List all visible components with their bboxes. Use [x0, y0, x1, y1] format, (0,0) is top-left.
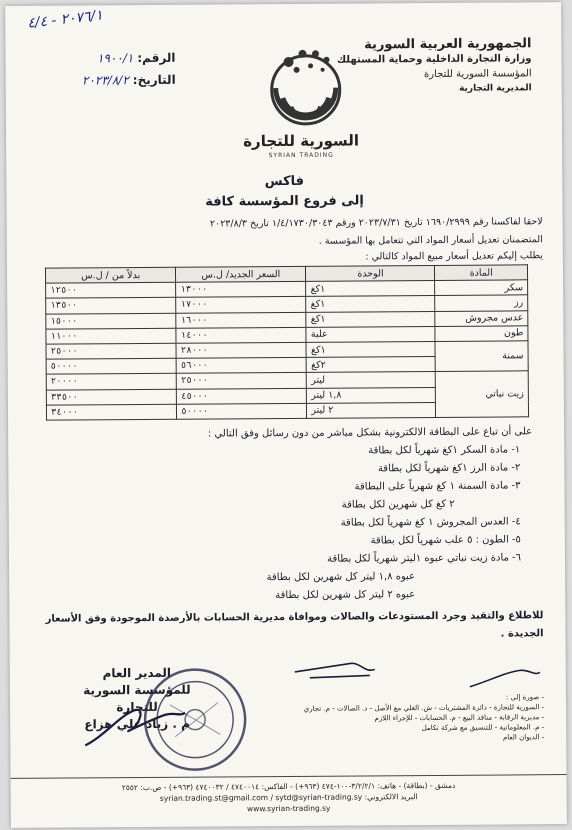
- cell-unit: ٢كغ: [307, 357, 436, 373]
- cell-allowance: ١٥٠٠٠: [46, 313, 176, 329]
- directorate-name: المديرية التجارية: [459, 83, 532, 94]
- distribution-item: ٦- مادة زيت نباتي عبوه ١ليتر شهرياً لكل بطاقة: [327, 552, 522, 565]
- number-label: الرقم:: [137, 50, 176, 66]
- cell-allowance: ٢٠٠٠٠: [46, 374, 176, 390]
- cell-unit: ١كغ: [306, 341, 435, 357]
- intro-line-3: يطلب إليكم تعديل أسعار مبيع المواد كالتالي :: [365, 250, 543, 263]
- number-value: ١٩٠٠/١: [97, 51, 134, 66]
- cell-allowance: ٢٥٠٠٠: [46, 343, 176, 359]
- cell-new-price: ٥٦٠٠٠: [176, 357, 306, 373]
- intro-line-2: المتضمنان تعديل أسعار المواد التي تتعامل بها المؤسسة .: [318, 234, 543, 247]
- fax-document: [5, 2, 567, 828]
- cell-unit: ٢ ليتر: [307, 402, 436, 418]
- cell-unit: ١كغ: [306, 281, 435, 297]
- header-new-price: السعر الجديد/ ل.س: [176, 266, 306, 282]
- date-value: ٢٠٢٣/٨/٢: [81, 73, 129, 88]
- distribution-item: عبوه ٢ ليتر كل شهرين لكل بطاقة: [275, 589, 416, 602]
- cc-heading: - صورة إلى :: [505, 693, 545, 702]
- cell-material: طون: [435, 326, 528, 342]
- cell-unit: علبة: [306, 326, 435, 342]
- footer-address: دمشق - (بطاقة) - هاتف: ٣/٢/٢/١-١٠٠-٤٧٤ (٩٦٣+) - الفاكس: ٤٧٤٠٠١٤ / ٤٧٤٠٠٣٢ (٩٦٣+) - ص.ب: ٢٥٥٢: [121, 780, 456, 793]
- date-label: التاريخ:: [132, 72, 176, 88]
- closing-line-1: للاطلاع والتقيد وجرد المستودعات والصالات وموافاة مديرية الحسابات بالأرصدة الموجودة وفق الأسعار: [45, 610, 544, 625]
- cell-new-price: ١٧٠٠٠: [176, 297, 306, 313]
- table-row: [46, 341, 528, 360]
- contact-footer: [11, 774, 567, 816]
- distribution-item: ١- مادة السكر ١كغ شهرياً لكل بطاقة: [368, 444, 521, 457]
- header-material: المادة: [435, 265, 528, 281]
- handwritten-note: ٢٠٧٦/١ - ٤/٤: [26, 7, 104, 32]
- cell-new-price: ٤٥٠٠٠: [177, 388, 307, 404]
- distribution-item: ٢- مادة الرز ١كغ شهرياً لكل بطاقة: [377, 462, 521, 475]
- cc-item: - السورية للتجارة - دائرة المشتريات - ش. الغلي مع الأصل - د. الصالات - م. تجاري: [303, 703, 545, 713]
- cell-allowance: ١٢٥٠٠: [46, 282, 176, 298]
- brand-arabic: السورية للتجارة: [243, 131, 360, 151]
- footer-website: www.syrian-trading.sy: [247, 803, 331, 814]
- distribution-item: عبوه ١,٨ ليتر كل شهرين لكل بطاقة: [266, 571, 416, 584]
- distribution-item: ٥- الطون : ٥ علب شهرياً لكل بطاقة: [370, 534, 521, 547]
- ministry-name: وزارة التجارة الداخلية وحماية المستهلك: [336, 53, 532, 66]
- cc-item: - مديرية الرقابة - منافذ البيع - م. الحسابات - للإجراء اللازم: [374, 713, 545, 723]
- brand-english: SYRIAN TRADING: [268, 151, 334, 160]
- cc-item: - م. المعلوماتية - للتنسيق مع شركة تكامل: [421, 723, 545, 733]
- footer-email: البريد الالكتروني: syrian.trading.st@gmail.com / sytd@syrian-trading.sy: [159, 792, 418, 803]
- cell-allowance: ٣٣٥٠٠: [46, 389, 176, 405]
- distribution-item: ٣- مادة السمنة ١ كغ شهرياً على البطاقة: [354, 480, 521, 493]
- cell-unit: ليتر: [307, 372, 436, 388]
- closing-line-2: الجديدة .: [500, 628, 544, 640]
- initial-signature-icon: [290, 651, 380, 682]
- cell-unit: ١كغ: [306, 296, 435, 312]
- cell-material: رز: [435, 295, 528, 311]
- header-unit: الوحدة: [306, 265, 435, 281]
- cell-allowance: ١١٠٠٠: [46, 328, 176, 344]
- cell-new-price: ٥٠٠٠٠: [177, 403, 307, 419]
- cell-new-price: ٢٥٠٠٠: [176, 373, 306, 389]
- cell-material: زيت نباتي: [436, 371, 529, 417]
- signatory-name: م . زياد علي هزاع: [84, 716, 190, 732]
- government-header: [337, 36, 532, 97]
- carbon-copy-list: [274, 692, 544, 744]
- distribution-item: ٤- العدس المجروش ١ كغ شهرياً لكل بطاقة: [340, 516, 521, 529]
- reference-block: [45, 47, 175, 92]
- intro-line-1: لاحقا لفاكسنا رقم ١٦٩٠/٢٩٩٩ تاريخ ٢٠٢٣/٧/٣١ ورقم ١/٤/١٧٣٠/٣٠٤٣ تاريخ ٢٠٢٣/٨/٣: [209, 216, 543, 230]
- distribution-item: ٢ كغ كل شهرين لكل بطاقة: [341, 498, 455, 511]
- distribution-lead: على أن تباع على البطاقة الالكترونية بشكل مباشر من دون رسائل وفق التالي :: [207, 426, 533, 440]
- republic-name: الجمهورية العربية السورية: [364, 36, 532, 53]
- cc-item: - الديوان العام: [502, 733, 545, 742]
- cell-new-price: ١٤٠٠٠: [176, 327, 306, 343]
- cell-material: عدس مجروش: [435, 310, 528, 326]
- cell-unit: ١,٨ ليتر: [307, 387, 436, 403]
- header-allowance: بدلاً من / ل.س: [45, 267, 175, 283]
- syrian-trading-logo-icon: [260, 40, 351, 131]
- signatory-title: المدير العام: [102, 665, 172, 681]
- director-signature-icon: [80, 695, 190, 756]
- cell-new-price: ١٦٠٠٠: [176, 312, 306, 328]
- institution-name: المؤسسة السورية للتجارة: [423, 68, 532, 81]
- cell-allowance: ١٣٥٠٠: [46, 298, 176, 314]
- fax-title: فاكس: [264, 173, 305, 190]
- cell-new-price: ٢٨٠٠٠: [176, 342, 306, 358]
- cell-unit: ١كغ: [306, 311, 435, 327]
- signatory-org: للمؤسسة السورية للتجارة: [83, 682, 191, 715]
- cell-material: سمنة: [435, 341, 528, 372]
- addressee: إلى فروع المؤسسة كافة: [205, 193, 364, 210]
- price-table: [45, 264, 529, 420]
- cell-allowance: ٥٠٠٠٠: [46, 358, 176, 374]
- cell-allowance: ٣٤٠٠٠: [46, 404, 176, 420]
- secondary-signature-icon: [465, 662, 545, 693]
- cell-new-price: ١٣٠٠٠: [176, 282, 306, 298]
- table-row: [46, 371, 528, 390]
- cell-material: سكر: [435, 280, 528, 296]
